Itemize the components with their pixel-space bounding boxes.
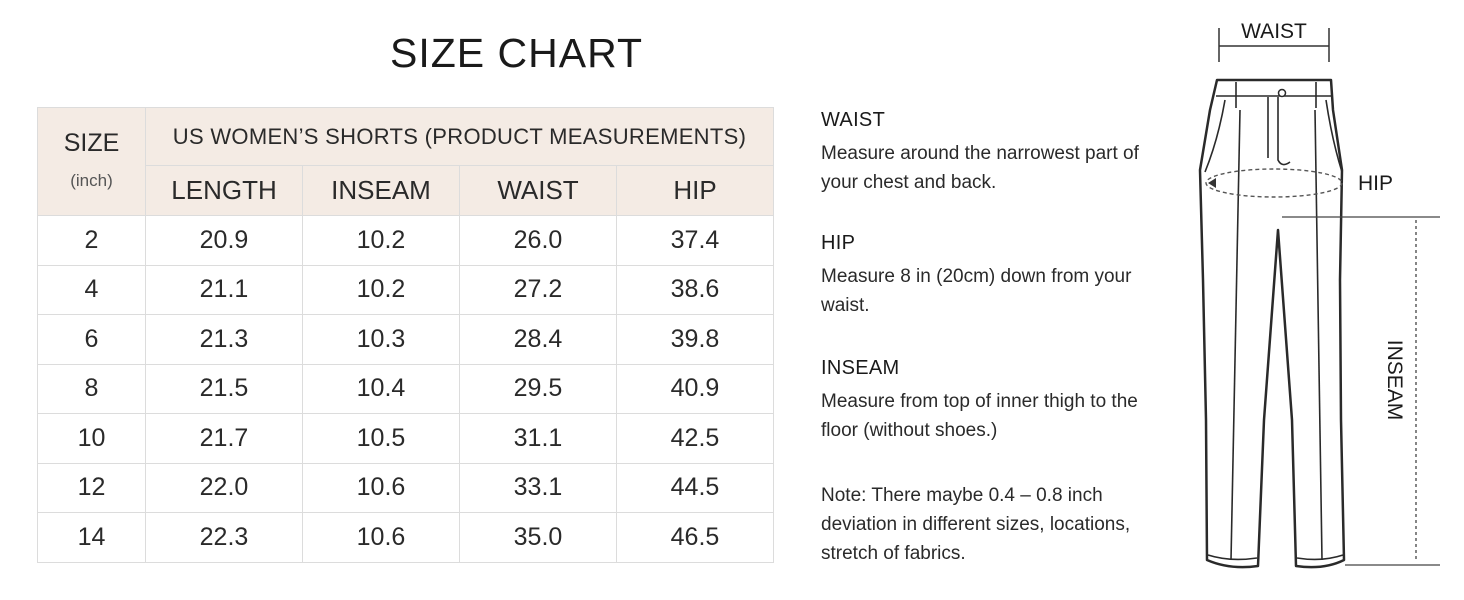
hip-cell: 37.4 bbox=[617, 216, 774, 266]
waist-cell: 29.5 bbox=[460, 364, 617, 414]
hip-cell: 44.5 bbox=[617, 463, 774, 513]
size-cell: 6 bbox=[38, 315, 146, 365]
table-row bbox=[38, 414, 774, 464]
size-header-label: SIZE bbox=[63, 128, 120, 157]
length-cell: 21.3 bbox=[146, 315, 303, 365]
length-cell: 21.1 bbox=[146, 265, 303, 315]
inseam-guide-title: INSEAM bbox=[821, 357, 900, 379]
hip-guide-title: HIP bbox=[821, 232, 856, 254]
hip-label: HIP bbox=[1358, 172, 1394, 195]
size-cell: 10 bbox=[38, 414, 146, 464]
size-cell: 4 bbox=[38, 265, 146, 315]
hip-cell: 42.5 bbox=[617, 414, 774, 464]
column-header-length: LENGTH bbox=[146, 166, 303, 216]
hip-guide bbox=[821, 230, 1171, 320]
inseam-cell: 10.3 bbox=[303, 315, 460, 365]
column-header-hip: HIP bbox=[617, 166, 774, 216]
hip-guide-text: Measure 8 in (20cm) down from your waist. bbox=[821, 266, 1132, 316]
hip-cell: 40.9 bbox=[617, 364, 774, 414]
waist-label: WAIST bbox=[1241, 20, 1307, 43]
inseam-cell: 10.2 bbox=[303, 216, 460, 266]
pants-diagram bbox=[1180, 0, 1464, 600]
size-column-header bbox=[38, 108, 146, 216]
table-row bbox=[38, 364, 774, 414]
size-cell: 2 bbox=[38, 216, 146, 266]
length-cell: 22.3 bbox=[146, 513, 303, 563]
column-header-waist: WAIST bbox=[460, 166, 617, 216]
pants-outline bbox=[1200, 80, 1344, 567]
hip-cell: 39.8 bbox=[617, 315, 774, 365]
inseam-guide bbox=[821, 355, 1171, 445]
inseam-cell: 10.2 bbox=[303, 265, 460, 315]
hip-cell: 38.6 bbox=[617, 265, 774, 315]
page-title: SIZE CHART bbox=[390, 30, 643, 76]
size-table bbox=[37, 107, 774, 563]
waist-guide-text: Measure around the narrowest part of your chest and back. bbox=[821, 143, 1139, 193]
hip-cell: 46.5 bbox=[617, 513, 774, 563]
table-row bbox=[38, 315, 774, 365]
length-cell: 21.7 bbox=[146, 414, 303, 464]
unit-label: (inch) bbox=[70, 170, 113, 190]
inseam-guide-text: Measure from top of inner thigh to the floor (without shoes.) bbox=[821, 391, 1138, 441]
length-cell: 20.9 bbox=[146, 216, 303, 266]
waist-guide-title: WAIST bbox=[821, 109, 886, 131]
inseam-cell: 10.6 bbox=[303, 513, 460, 563]
length-cell: 21.5 bbox=[146, 364, 303, 414]
table-row bbox=[38, 265, 774, 315]
inseam-cell: 10.6 bbox=[303, 463, 460, 513]
waist-cell: 27.2 bbox=[460, 265, 617, 315]
waist-cell: 33.1 bbox=[460, 463, 617, 513]
group-header: US WOMEN’S SHORTS (PRODUCT MEASUREMENTS) bbox=[146, 108, 774, 166]
waist-cell: 28.4 bbox=[460, 315, 617, 365]
waist-cell: 26.0 bbox=[460, 216, 617, 266]
length-cell: 22.0 bbox=[146, 463, 303, 513]
table-row bbox=[38, 463, 774, 513]
inseam-cell: 10.4 bbox=[303, 364, 460, 414]
table-row bbox=[38, 513, 774, 563]
waist-guide bbox=[821, 107, 1171, 197]
size-cell: 12 bbox=[38, 463, 146, 513]
waist-cell: 31.1 bbox=[460, 414, 617, 464]
column-header-inseam: INSEAM bbox=[303, 166, 460, 216]
table-row bbox=[38, 216, 774, 266]
button-icon bbox=[1279, 90, 1286, 97]
waist-cell: 35.0 bbox=[460, 513, 617, 563]
inseam-cell: 10.5 bbox=[303, 414, 460, 464]
inseam-label: INSEAM bbox=[1383, 339, 1406, 421]
size-cell: 14 bbox=[38, 513, 146, 563]
size-cell: 8 bbox=[38, 364, 146, 414]
deviation-note: Note: There maybe 0.4 – 0.8 inch deviation in different sizes, locations, stretch of fabrics. bbox=[821, 485, 1131, 564]
